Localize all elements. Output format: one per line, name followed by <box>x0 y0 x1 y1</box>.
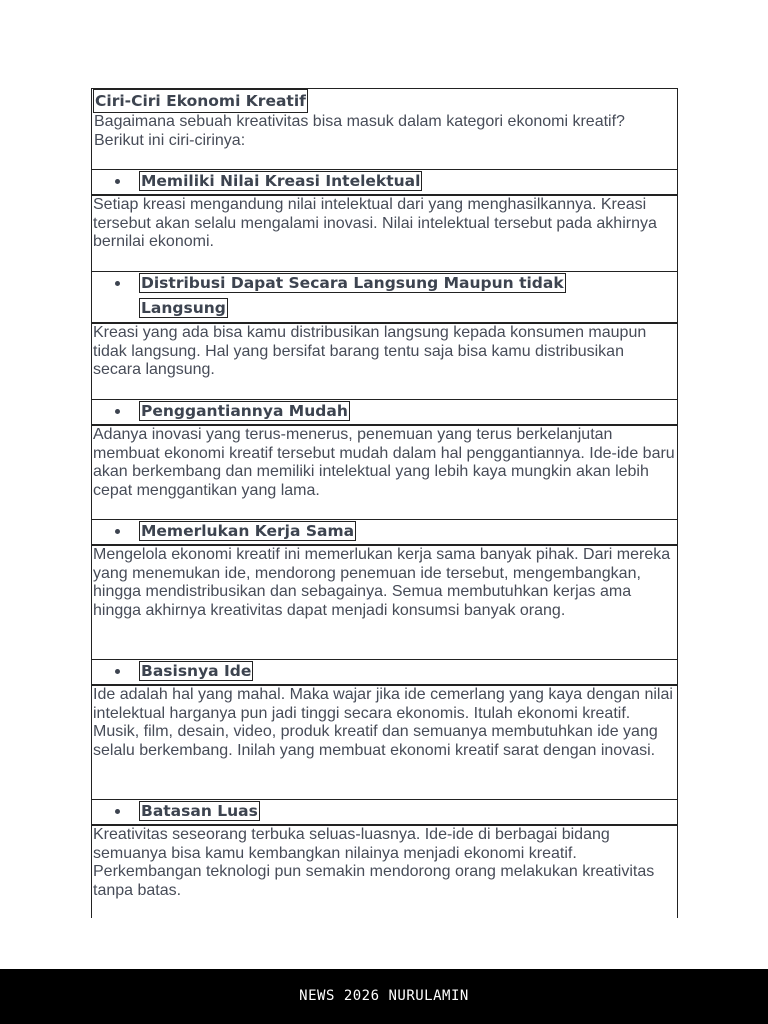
section-text: Setiap kreasi mengandung nilai intelektual dari yang menghasilkannya. Kreasi tersebut akan selalu mengalami inovasi. Nilai intelektual tersebut pada akhirnya bernilai ekonomi. <box>93 196 657 251</box>
bullet-icon <box>115 409 120 414</box>
section-text-row <box>91 825 678 920</box>
list-item-heading-row <box>91 272 678 323</box>
section-heading: Memiliki Nilai Kreasi Intelektual <box>141 172 421 190</box>
section-text-row <box>91 545 678 660</box>
intro-section <box>91 88 678 170</box>
section-heading: Distribusi Dapat Secara Langsung Maupun tidak Langsung <box>141 274 564 317</box>
list-item-heading-row <box>91 520 678 545</box>
section-text: Kreativitas seseorang terbuka seluas-luasnya. Ide-ide di berbagai bidang semuanya bisa kamu kembangkan nilainya menjadi ekonomi kreatif. Perkembangan teknologi pun semakin mendorong orang melakukan kreativitas tanpa batas. <box>93 826 655 900</box>
bullet-icon <box>115 281 120 286</box>
section-text: Adanya inovasi yang terus-menerus, penemuan yang terus berkelanjutan membuat ekonomi kreatif tersebut mudah dalam hal penggantiannya. Ide-ide baru akan berkembang dan memiliki intelektual yang lebih kaya mungkin akan lebih cepat menggantikan yang lama. <box>93 426 675 500</box>
page-cut <box>91 918 679 920</box>
bullet-icon <box>115 529 120 534</box>
bullet-icon <box>115 179 120 184</box>
section-text-row <box>91 323 678 400</box>
list-item-heading-row <box>91 660 678 685</box>
section-text-row <box>91 195 678 272</box>
intro-text: Bagaimana sebuah kreativitas bisa masuk dalam kategori ekonomi kreatif? Berikut ini ciri-cirinya: <box>94 113 625 149</box>
document <box>91 88 678 920</box>
section-text-row <box>91 425 678 520</box>
list-item-heading-row <box>91 800 678 825</box>
section-heading: Basisnya Ide <box>141 662 252 680</box>
section-text: Mengelola ekonomi kreatif ini memerlukan kerja sama banyak pihak. Dari mereka yang menemukan ide, mendorong penemuan ide tersebut, mengembangkan, hingga mendistribusikan dan sebagainya. Semua membutuhkan kerjas ama hingga akhirnya kreativitas dapat menjadi konsumsi banyak orang. <box>93 546 671 620</box>
bullet-icon <box>115 669 120 674</box>
section-heading: Batasan Luas <box>141 802 258 820</box>
section-text: Ide adalah hal yang mahal. Maka wajar jika ide cemerlang yang kaya dengan nilai intelektual harganya pun jadi tinggi secara ekonomis. Itulah ekonomi kreatif. Musik, film, desain, video, produk kreatif dan semuanya membutuhkan ide yang selalu berkembang. Inilah yang membuat ekonomi kreatif sarat dengan inovasi. <box>93 686 673 760</box>
bullet-icon <box>115 809 120 814</box>
section-text: Kreasi yang ada bisa kamu distribusikan langsung kepada konsumen maupun tidak langsung. Hal yang bersifat barang tentu saja bisa kamu distribusikan secara langsung. <box>93 324 647 379</box>
section-heading: Penggantiannya Mudah <box>141 402 348 420</box>
list-item-heading-row <box>91 170 678 195</box>
footer-banner: NEWS 2026 NURULAMIN <box>0 969 768 1024</box>
page-title: Ciri-Ciri Ekonomi Kreatif <box>93 89 308 113</box>
section-text-row <box>91 685 678 800</box>
list-item-heading-row <box>91 400 678 425</box>
section-heading: Memerlukan Kerja Sama <box>141 522 355 540</box>
